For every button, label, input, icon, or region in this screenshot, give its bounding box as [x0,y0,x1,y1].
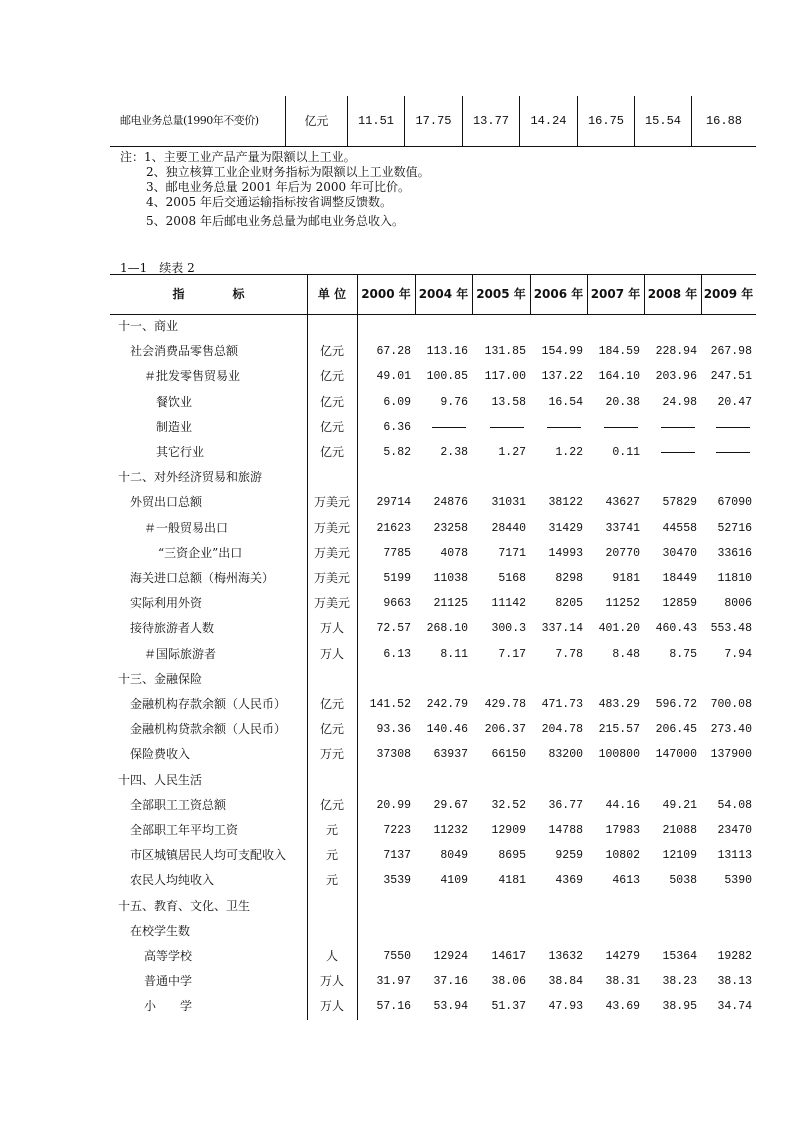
value-cell: 18449 [662,572,697,585]
header-year: 2000 年 [361,287,411,301]
table-row [110,364,756,389]
value-cell: 12109 [662,849,697,863]
value-cell: 483.29 [598,698,640,711]
row-label: 普通中学 [144,974,193,989]
empty-value-dash [716,452,750,453]
row-label: 农民人均纯收入 [130,873,215,888]
row-unit: 亿元 [319,445,344,459]
header-year: 2006 年 [533,287,584,301]
row-unit: 万美元 [313,571,350,585]
table-row [110,616,756,641]
value-cell: 54.08 [717,798,752,812]
row-label: 十四、人民生活 [118,772,203,787]
value-cell: 72.57 [376,622,411,636]
value-cell: 228.94 [655,345,697,359]
value-cell: 8298 [555,572,583,585]
value-cell: 66150 [491,748,526,762]
value-cell: 300.3 [491,622,526,636]
row-unit: 万人 [319,974,344,989]
table-row [110,717,756,742]
value-cell: 460.43 [655,622,697,636]
value-cell: 1.22 [555,446,583,459]
value-cell: 52716 [717,521,752,535]
value-cell: 53.94 [433,1000,468,1014]
value-cell: 14788 [548,824,583,837]
table-row [110,314,756,339]
value-cell: 7.17 [498,647,526,661]
value-cell: 37.16 [433,975,468,989]
note-line: 3、邮电业务总量 2001 年后为 2000 年可比价。 [146,180,410,194]
value-cell: 23470 [717,824,752,837]
value-cell: 8695 [498,849,526,863]
table-row [110,768,756,793]
row-label: 小 学 [144,999,193,1014]
value-cell: 4369 [555,874,583,888]
value-cell: 5038 [669,874,697,888]
note-line: 注：1、主要工业产品产量为限额以上工业。 [120,150,356,164]
row-unit: 万人 [319,621,344,636]
value-cell: 100800 [598,748,640,762]
value-cell: 471.73 [541,698,583,711]
value-cell: 6.13 [383,647,411,661]
table-row [110,490,756,515]
row-unit: 万元 [319,747,344,762]
value-cell: 8.48 [612,647,640,661]
value-cell: 49.01 [376,370,411,384]
value-cell: 63937 [433,748,468,762]
value-cell: 429.78 [484,698,526,711]
row-label: 十五、教育、文化、卫生 [118,898,251,913]
header-year: 2009 年 [703,287,754,301]
value-cell: 273.40 [710,723,752,737]
value-cell: 242.79 [426,698,468,711]
note-line: 5、2008 年后邮电业务总量为邮电业务总收入。 [146,214,404,228]
value-cell: 8.75 [669,647,697,661]
value-cell: 9.76 [440,395,468,409]
row-unit: 亿元 [319,344,344,359]
row-unit: 亿元 [319,394,344,409]
value-cell: 700.08 [710,698,752,711]
value-cell: 21623 [376,521,411,535]
row-label: 接待旅游者人数 [130,621,215,636]
row-label: 十一、商业 [118,319,179,333]
row-label: 市区城镇居民人均可支配收入 [130,848,287,863]
header-indicator: 指 标 [172,287,245,301]
value-cell: 203.96 [655,370,697,384]
table-row [110,944,756,969]
table-row [110,541,756,566]
value-cell: 337.14 [541,622,583,636]
value-cell: 31031 [491,496,526,510]
empty-value-dash [432,427,466,428]
header-year: 2004 年 [418,287,469,301]
value-cell: 20.47 [717,395,752,409]
value-cell: 137.22 [541,370,583,384]
value-cell: 140.46 [426,723,468,737]
value-cell: 44.16 [605,798,640,812]
row-unit: 万美元 [313,495,350,510]
table-row [110,692,756,717]
value-cell: 206.45 [655,723,697,737]
value-cell: 38.23 [662,975,697,989]
value-cell: 28440 [491,521,526,535]
value-cell: 14993 [548,546,583,560]
empty-value-dash [490,427,524,428]
table-row [110,642,756,667]
row-label: 十二、对外经济贸易和旅游 [118,470,263,485]
value-cell: 8.11 [440,647,468,661]
value-cell: 147000 [655,748,697,762]
value-cell: 5.82 [383,446,411,459]
value-cell: 8049 [440,849,468,863]
empty-value-dash [661,452,695,453]
value-cell: 8006 [724,597,752,611]
row-unit [307,314,357,339]
value-cell: 596.72 [655,698,697,711]
value-cell: 31.97 [376,975,411,989]
row-label: 高等学校 [144,949,193,963]
value-cell: 13.58 [491,395,526,409]
value-cell: 553.48 [710,622,752,636]
value-cell: 5168 [498,572,526,585]
row-unit: 万美元 [313,520,350,535]
value-cell: 9663 [383,597,411,611]
value-cell: 7171 [498,546,526,560]
value-cell: 267.98 [710,345,752,359]
value-cell: 11252 [605,597,640,611]
value-cell: 19282 [717,950,752,963]
row-label: 十三、金融保险 [118,671,203,686]
value-cell: 6.09 [383,395,411,409]
header-year: 2008 年 [647,287,698,301]
row-unit [307,667,357,692]
row-label: 邮电业务总量(1990年不变价) [120,114,259,127]
row-unit: 人 [325,949,338,963]
top-row-value-cell: 16.88 [691,96,756,146]
value-cell: 38.31 [605,975,640,989]
value-cell: 0.11 [612,446,640,459]
value-cell: 33741 [605,521,640,535]
value-cell: 83200 [548,748,583,762]
row-unit: 亿元 [319,697,344,711]
value-cell: 206.37 [484,723,526,737]
value-cell: 30470 [662,546,697,560]
value-cell: 14617 [491,950,526,963]
value-cell: 67090 [717,496,752,510]
value-cell: 24.98 [662,395,697,409]
footnotes [120,150,430,229]
value-cell: 15364 [662,950,697,963]
empty-value-dash [716,427,750,428]
top-row-value-cell: 17.75 [404,96,462,146]
row-unit: 亿元 [319,369,344,384]
value-cell: 34.74 [717,1000,752,1014]
value-cell: 29.67 [433,798,468,812]
value-cell: 31429 [548,521,583,535]
value-cell: 100.85 [426,370,468,384]
value-cell: 11232 [433,824,468,837]
value-cell: 16.54 [548,395,583,409]
header-unit: 单 位 [317,287,347,301]
row-unit [307,894,357,919]
value-cell: 20.99 [376,798,411,812]
value-cell: 7137 [383,849,411,863]
row-unit: 亿元 [319,722,344,737]
top-row-value-cell: 11.51 [347,96,404,146]
value-cell: 21088 [662,824,697,837]
header-column-divider [530,274,531,314]
table-row [110,793,756,818]
table-caption: 1—1 续表 2 [120,261,195,275]
row-unit: 万人 [319,646,344,661]
previous-table-last-row [110,96,756,147]
value-cell: 38.13 [717,975,752,989]
table-row [110,667,756,692]
value-cell: 7223 [383,824,411,837]
row-label: ＃国际旅游者 [144,646,217,661]
top-row-value-cell: 16.75 [577,96,634,146]
value-cell: 17983 [605,824,640,837]
value-cell: 47.93 [548,1000,583,1014]
value-cell: 38.06 [491,975,526,989]
value-cell: 154.99 [541,345,583,359]
table-row [110,390,756,415]
row-label: 金融机构贷款余额（人民币） [130,722,287,737]
value-cell: 247.51 [710,370,752,384]
value-cell: 24876 [433,496,468,510]
value-cell: 131.85 [484,345,526,359]
value-cell: 8205 [555,597,583,611]
value-cell: 11142 [491,597,526,611]
row-label: 全部职工年平均工资 [130,823,239,837]
value-cell: 268.10 [426,622,468,636]
table-row [110,742,756,767]
table-row [110,566,756,591]
value-cell: 43627 [605,496,640,510]
row-unit: 元 [325,823,338,837]
value-cell: 13113 [717,849,752,863]
value-cell: 93.36 [376,723,411,737]
value-cell: 3539 [383,874,411,888]
table-row [110,919,756,944]
table-row [110,894,756,919]
value-cell: 20770 [605,546,640,560]
table-row [110,868,756,893]
value-cell: 57829 [662,496,697,510]
row-label: 实际利用外资 [130,596,203,611]
value-cell: 164.10 [598,370,640,384]
top-row-value-cell: 14.24 [519,96,577,146]
value-cell: 11810 [717,572,752,585]
value-cell: 4078 [440,546,468,560]
row-label: 保险费收入 [130,747,191,762]
value-cell: 23258 [433,521,468,535]
value-cell: 12924 [433,950,468,963]
row-label: “三资企业”出口 [158,545,243,560]
header-year: 2007 年 [590,287,641,301]
empty-value-dash [547,427,581,428]
row-label: 制造业 [156,419,193,434]
value-cell: 21125 [433,597,468,611]
value-cell: 57.16 [376,1000,411,1014]
value-cell: 44558 [662,521,697,535]
header-column-divider [415,274,416,314]
value-cell: 4109 [440,874,468,888]
table-row [110,818,756,843]
value-cell: 38.84 [548,975,583,989]
row-unit [307,768,357,793]
statistics-table [110,274,756,1020]
value-cell: 32.52 [491,798,526,812]
unit-cell [285,96,347,146]
top-row-value-cell: 13.77 [462,96,519,146]
row-label: 海关进口总额（梅州海关） [130,571,275,585]
value-cell: 9259 [555,849,583,863]
row-label: 外贸出口总额 [130,495,203,510]
row-unit: 亿元 [319,419,344,434]
table-row [110,994,756,1019]
value-cell: 20.38 [605,395,640,409]
empty-value-dash [604,427,638,428]
value-cell: 38.95 [662,1000,697,1014]
table-row [110,415,756,440]
value-cell: 13632 [548,950,583,963]
header-column-divider [472,274,473,314]
value-cell: 2.38 [440,446,468,459]
header-year: 2005 年 [476,287,526,301]
row-label: 在校学生数 [130,923,191,938]
value-cell: 7.78 [555,647,583,661]
value-cell: 184.59 [598,345,640,359]
table-row [110,465,756,490]
row-unit: 万人 [319,999,344,1014]
row-unit: 亿元 [319,797,344,812]
row-unit: 元 [325,873,338,888]
row-label: 餐饮业 [156,394,193,409]
value-cell: 51.37 [491,1000,526,1014]
top-row-value-cell: 15.54 [634,96,691,146]
table-row [110,440,756,465]
value-cell: 117.00 [484,370,526,384]
table-row [110,843,756,868]
unit-text: 亿元 [304,114,329,128]
empty-value-dash [661,427,695,428]
row-unit [307,919,357,944]
table-row [110,339,756,364]
value-cell: 5199 [383,572,411,585]
row-unit [307,465,357,490]
value-cell: 29714 [376,496,411,510]
value-cell: 5390 [724,874,752,888]
row-label: 全部职工工资总额 [130,797,227,812]
header-column-divider [644,274,645,314]
header-column-divider [701,274,702,314]
value-cell: 12859 [662,597,697,611]
value-cell: 9181 [612,572,640,585]
value-cell: 113.16 [426,345,468,359]
value-cell: 14279 [605,950,640,963]
value-cell: 43.69 [605,1000,640,1014]
value-cell: 7550 [383,950,411,963]
value-cell: 67.28 [376,345,411,359]
value-cell: 7.94 [724,647,752,661]
note-line: 4、2005 年后交通运输指标按省调整反馈数。 [146,195,392,209]
value-cell: 1.27 [498,446,526,459]
value-cell: 4181 [498,874,526,888]
row-label: ＃一般贸易出口 [144,520,229,535]
value-cell: 37308 [376,748,411,762]
value-cell: 38122 [548,496,583,510]
row-label: 其它行业 [156,445,205,459]
value-cell: 6.36 [383,420,411,434]
value-cell: 7785 [383,546,411,560]
note-line: 2、独立核算工业企业财务指标为限额以上工业数值。 [146,165,430,179]
value-cell: 215.57 [598,723,640,737]
value-cell: 4613 [612,874,640,888]
table-row [110,969,756,994]
value-cell: 36.77 [548,798,583,812]
header-column-divider [587,274,588,314]
value-cell: 137900 [710,748,752,762]
row-unit: 万美元 [313,596,350,611]
row-label: 社会消费品零售总额 [130,344,239,359]
row-label: ＃批发零售贸易业 [144,369,241,384]
value-cell: 49.21 [662,798,697,812]
table-row [110,516,756,541]
row-label: 金融机构存款余额（人民币） [130,697,287,711]
value-cell: 12909 [491,824,526,837]
value-cell: 141.52 [369,698,411,711]
value-cell: 204.78 [541,723,583,737]
value-cell: 11038 [433,572,468,585]
value-cell: 10802 [605,849,640,863]
value-cell: 33616 [717,546,752,560]
table-row [110,591,756,616]
row-unit: 万美元 [313,545,350,560]
value-cell: 401.20 [598,622,640,636]
row-unit: 元 [325,848,338,863]
